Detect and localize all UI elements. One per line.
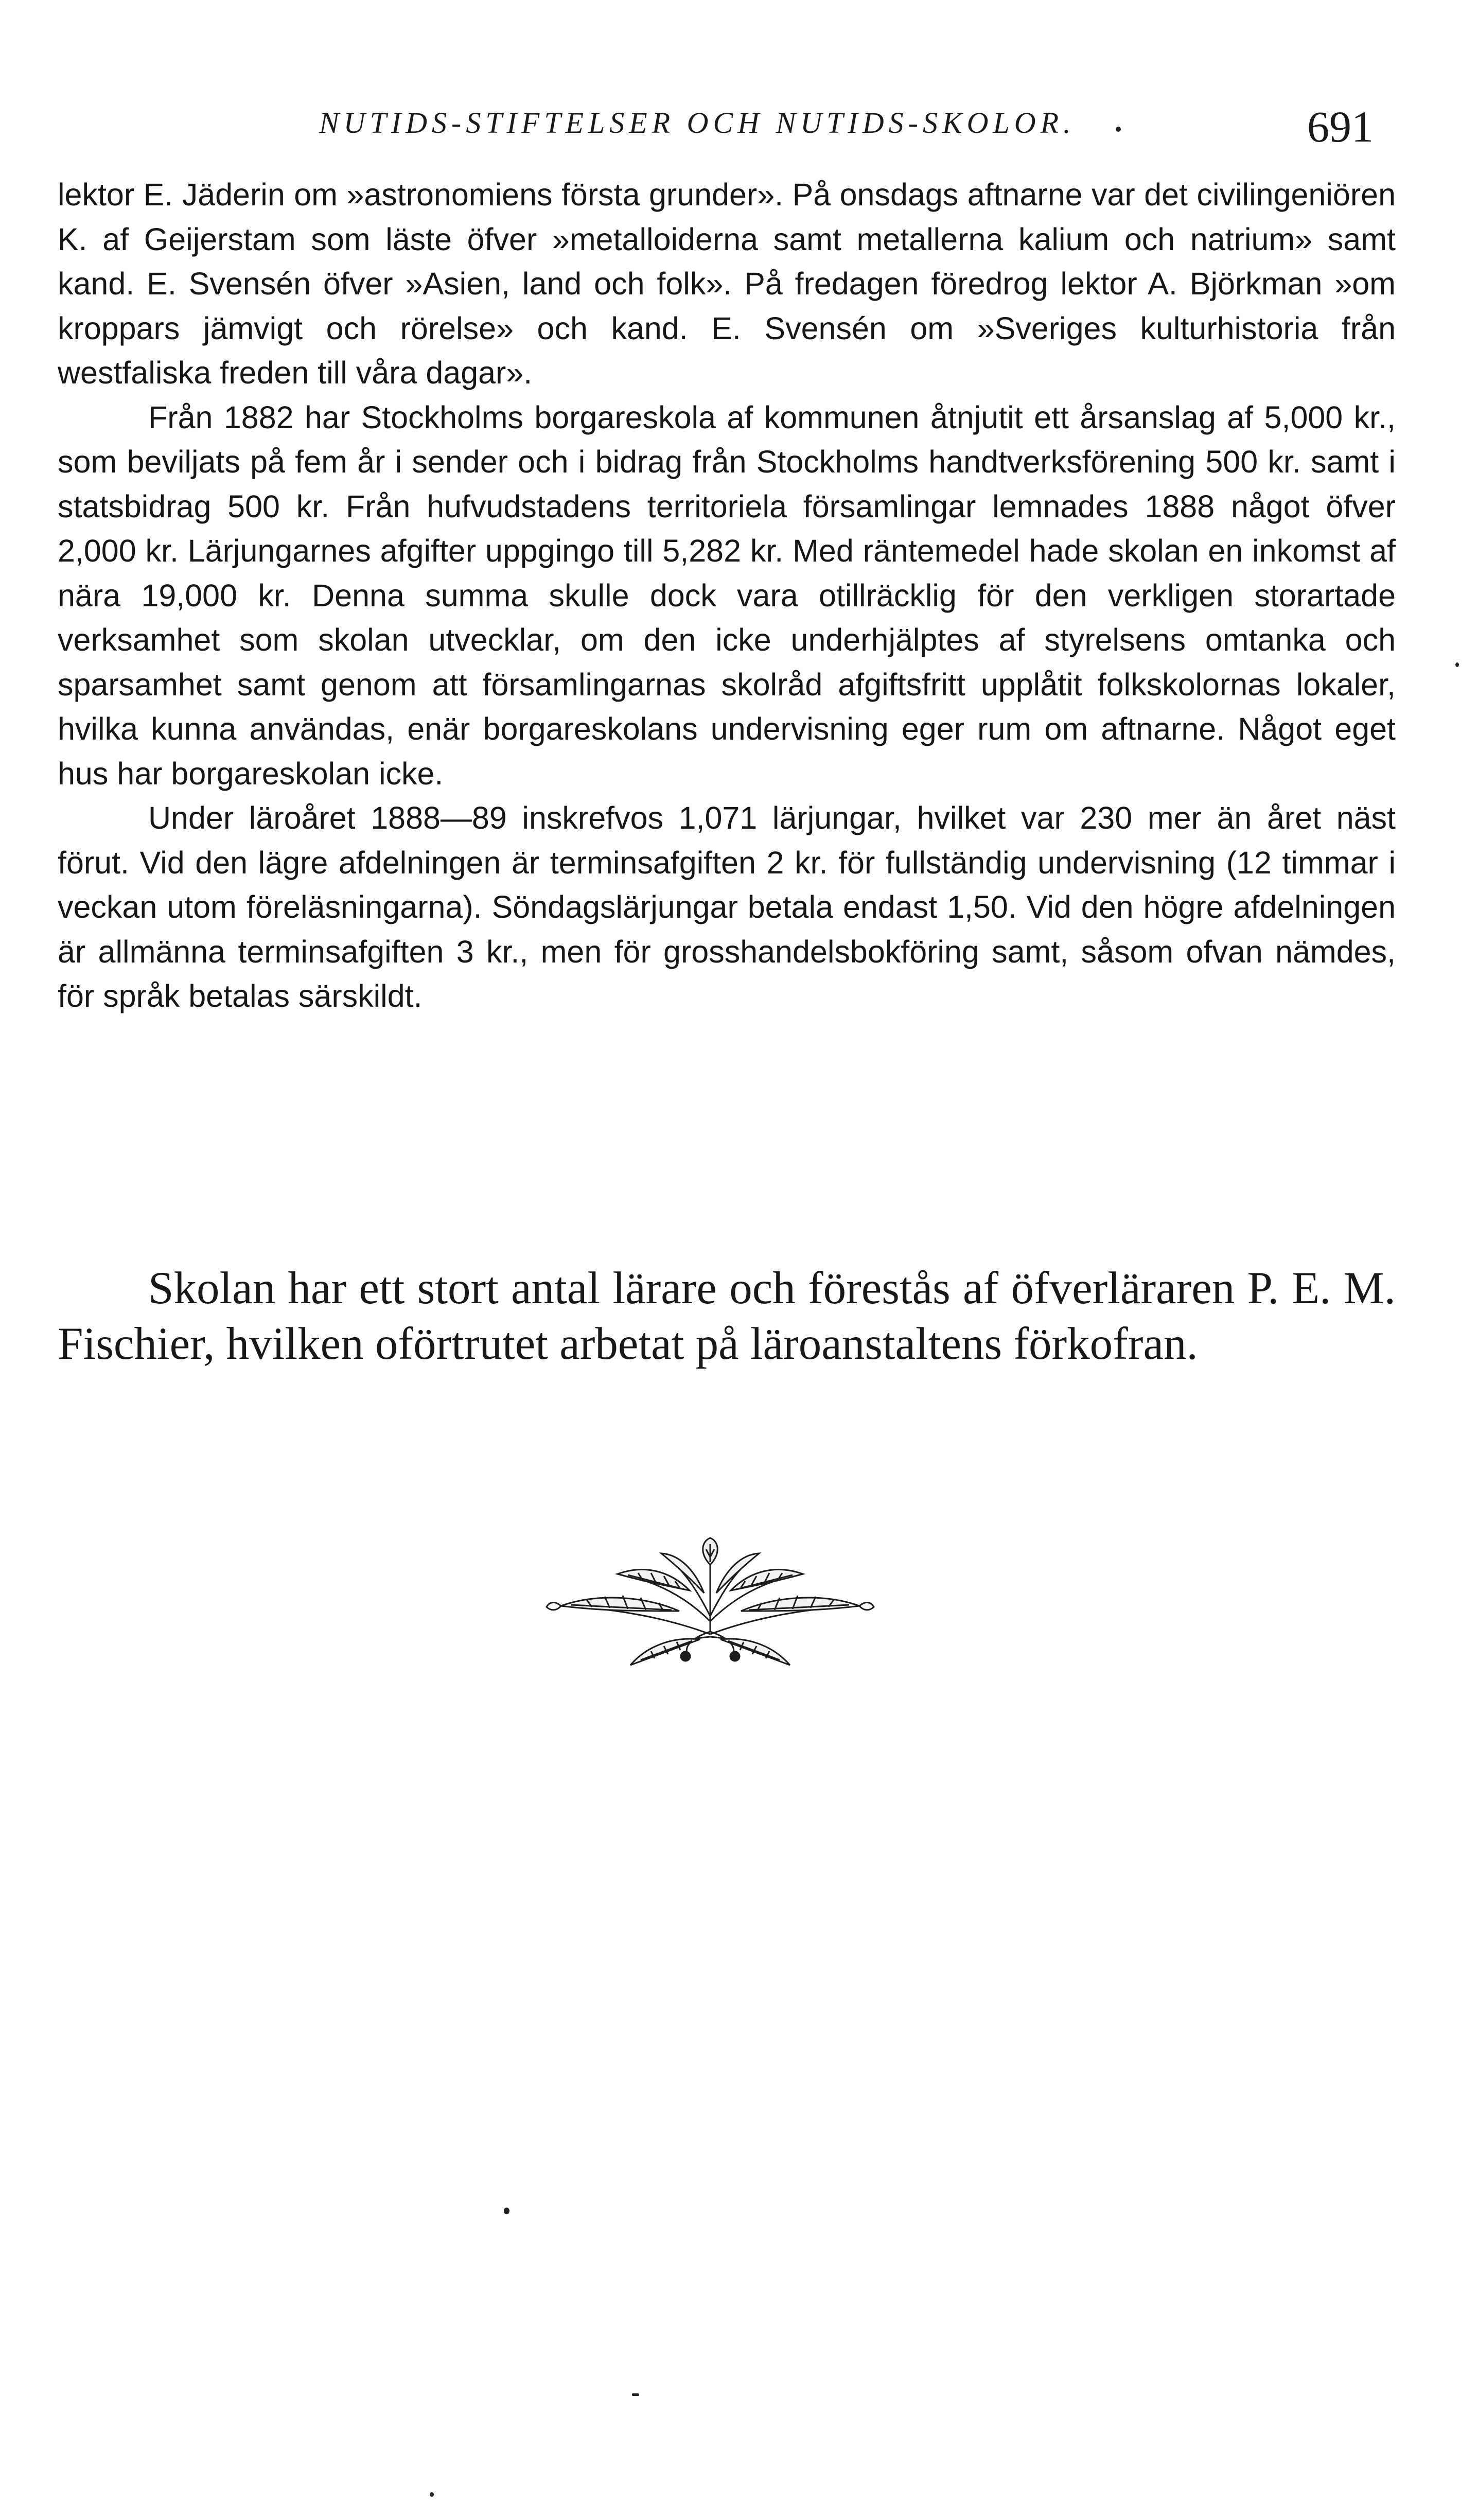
floral-vignette-icon [540,1534,880,1678]
ink-speck [632,2393,639,2396]
paragraph-funding: Från 1882 har Stockholms borgareskola af kommunen åtnjutit ett årsanslag af 5,000 kr., som beviljats på fem år i sender och i bidrag från Stockholms handtverksförening 500 kr. samt i statsbidrag 500 kr. Från hufvudstadens territoriela församlingar lemnades 1888 något öfver 2,000 kr. Lärjungarnes afgifter uppgingo till 5,282 kr. Med räntemedel hade skolan en inkomst af nära 19,000 kr. Denna summa skulle dock vara otillräcklig för den verkligen storartade verksamhet som skolan utvecklar, om den icke underhjälptes af styrelsens omtanka och sparsamhet samt genom att församlingarnas skolråd afgiftsfritt upplåtit folkskolornas lokaler, hvilka kunna användas, enär borgareskolans undervisning eger rum om aftnarne. Något eget hus har borgareskolan icke. [58,399,1396,791]
page-number: 691 [1307,102,1374,151]
ink-speck [1455,662,1459,667]
paragraph-enrolment: Under läroåret 1888—89 inskrefvos 1,071 lärjungar, hvilket var 230 mer än året näst förut. Vid den lägre afdelningen är terminsafgiften 2 kr. för fullständig undervisning (12 timmar i veckan utom föreläsningarna). Söndagslärjungar betala endast 1,50. Vid den högre afdelningen är allmänna terminsafgiften 3 kr., men för grosshandelsbokföring samt, såsom ofvan nämdes, för språk betalas särskildt. [58,800,1396,1013]
running-title: NUTIDS-STIFTELSER OCH NUTIDS-SKOLOR. [319,106,1076,139]
paragraph-lecture-continuation: lektor E. Jäderin om »astronomiens första grunder». På onsdags aftnarne var det civilingeniören K. af Geijerstam som läste öfver »metalloiderna samt metallerna kalium och natrium» samt kand. E. Svensén öfver »Asien, land och folk». På fredagen föredrog lektor A. Björkman »om kroppars jämvigt och rörelse» och kand. E. Svensén om »Sveriges kulturhistoria från westfaliska freden till våra dagar». [58,177,1396,390]
ink-speck [430,2492,434,2497]
ink-speck [504,2208,509,2214]
body-text [58,172,1396,1019]
ink-speck [1116,127,1121,132]
closing-paragraph: Skolan har ett stort antal lärare och förestås af öfverläraren P. E. M. Fischier, hvilken oförtrutet arbetat på läroanstaltens förkofran. [58,1263,1396,1369]
